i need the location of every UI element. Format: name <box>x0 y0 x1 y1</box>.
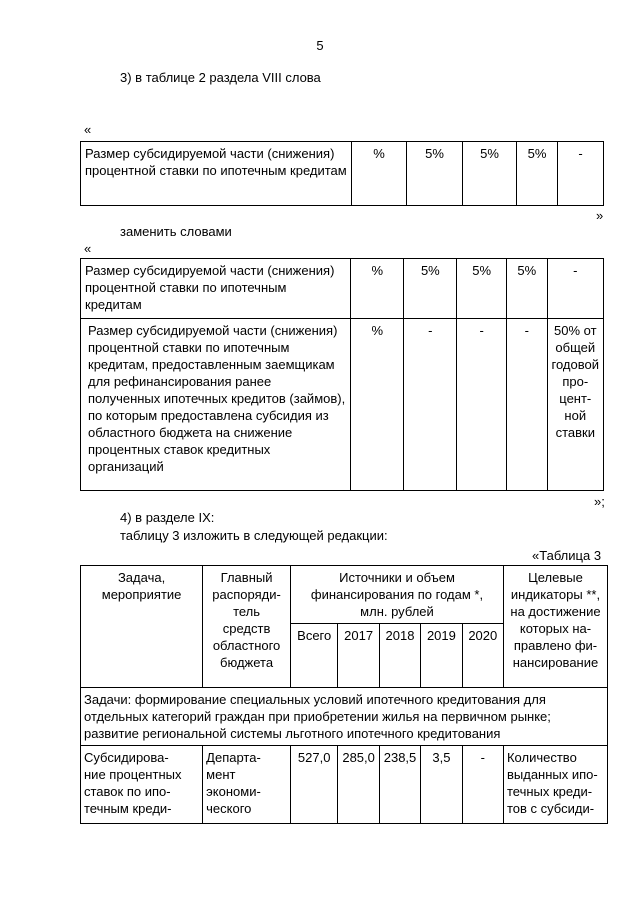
close-quote-semicolon: »; <box>594 494 605 509</box>
t3-row1-task: Субсидирова- ние процентных ставок по ипо- течным креди- <box>81 746 203 824</box>
t3-row1-2018: 238,5 <box>379 746 420 824</box>
table-3 <box>80 565 608 824</box>
old-v2: 5% <box>463 142 517 206</box>
t3-row1-2019: 3,5 <box>421 746 462 824</box>
t3-col-2018: 2018 <box>379 624 420 688</box>
t3-col-2017: 2017 <box>338 624 379 688</box>
table-new-row-1 <box>81 259 604 319</box>
new-row2-v1: - <box>404 319 457 491</box>
new-row1-v2: 5% <box>457 259 507 319</box>
new-row1-v1: 5% <box>404 259 457 319</box>
t3-row1-2017: 285,0 <box>338 746 379 824</box>
new-row2-v4: 50% от общей годовой про- цент- ной ставки <box>547 319 603 491</box>
t3-col-manager: Главный распоряди- тель средств областного бюджета <box>203 566 291 688</box>
new-row2-v3: - <box>507 319 547 491</box>
new-row1-v4: - <box>547 259 603 319</box>
t3-col-indicators: Целевые индикаторы **, на достижение которых на- правлено фи- нансирование <box>503 566 607 688</box>
t3-row1-total: 527,0 <box>290 746 337 824</box>
t3-col-2019: 2019 <box>421 624 462 688</box>
t3-col-sources: Источники и объем финансирования по годам *, млн. рублей <box>290 566 503 624</box>
item4-heading: 4) в разделе IX: <box>120 510 215 525</box>
new-row1-v3: 5% <box>507 259 547 319</box>
t3-col-task: Задача, мероприятие <box>81 566 203 688</box>
old-unit: % <box>352 142 407 206</box>
open-quote-1: « <box>84 122 92 137</box>
close-quote-1: » <box>596 208 604 223</box>
new-row1-label: Размер субсидируемой части (снижения) процентной ставки по ипотечным кредитам <box>81 259 351 319</box>
new-row2-label: Размер субсидируемой части (снижения) процентной ставки по ипотечным кредитам, предоставленным заемщикам для рефинансирования ранее полученных ипотечных кредитов (займов), по которым предоставлена субсидия из областного бюджета на снижение процентных ставок кредитных организаций <box>81 319 351 491</box>
open-quote-2: « <box>84 241 92 256</box>
old-row-label: Размер субсидируемой части (снижения) процентной ставки по ипотечным кредитам <box>81 142 352 206</box>
t3-row-1 <box>81 746 608 824</box>
table3-caption: «Таблица 3 <box>532 548 602 563</box>
new-row2-unit: % <box>351 319 404 491</box>
replace-with-text: заменить словами <box>120 224 232 239</box>
item3-heading: 3) в таблице 2 раздела VIII слова <box>120 70 321 85</box>
table-old <box>80 141 604 206</box>
t3-col-2020: 2020 <box>462 624 503 688</box>
table-new-row-2 <box>81 319 604 491</box>
old-v4: - <box>558 142 604 206</box>
old-v3: 5% <box>517 142 558 206</box>
page-number: 5 <box>316 38 324 53</box>
t3-tasks-row: Задачи: формирование специальных условий ипотечного кредитования для отдельных категорий граждан при приобретении жилья на первичном рынке; развитие региональной системы льготного ипотечного кредитования <box>81 688 608 746</box>
t3-row1-indicator: Количество выданных ипо- течных креди- тов с субсиди- <box>503 746 607 824</box>
table-new <box>80 258 604 491</box>
new-row2-v2: - <box>457 319 507 491</box>
t3-row1-2020: - <box>462 746 503 824</box>
new-row1-unit: % <box>351 259 404 319</box>
t3-row1-manager: Департа- мент экономи- ческого <box>203 746 291 824</box>
t3-col-total: Всего <box>290 624 337 688</box>
old-v1: 5% <box>407 142 463 206</box>
item4-text: таблицу 3 изложить в следующей редакции: <box>120 528 388 543</box>
